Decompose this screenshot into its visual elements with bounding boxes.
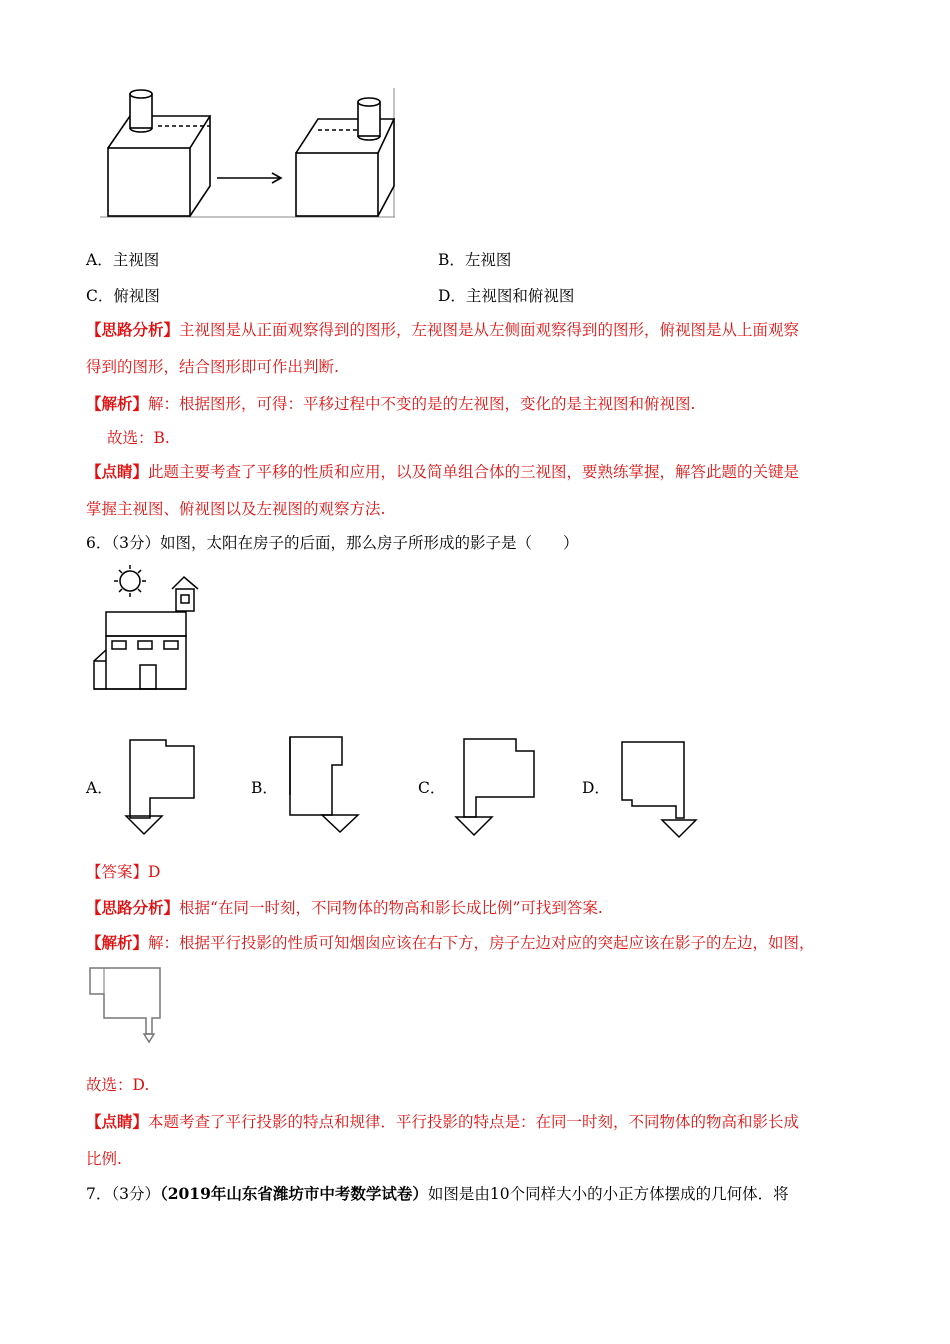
q6-comment-line2: 比例. — [86, 1150, 122, 1168]
cube-before — [108, 90, 210, 216]
q6-answer: 【答案】D — [86, 863, 161, 881]
house — [94, 577, 198, 689]
shadow-option-a — [126, 738, 196, 838]
q6-solution — [86, 933, 815, 953]
solution-tag: 【解析】 — [86, 394, 149, 413]
comment-tag: 【点睛】 — [86, 1112, 149, 1131]
q6-option-b-label: B． — [251, 779, 278, 797]
q6-option-a-label: A． — [86, 779, 113, 797]
q7-stem — [86, 1184, 789, 1204]
comment-text: 本题考查了平行投影的特点和规律．平行投影的特点是：在同一时刻，不同物体的物高和影长成 — [148, 1113, 800, 1131]
q7-text: 如图是由10个同样大小的小正方体摆成的几何体．将 — [427, 1185, 789, 1203]
cube-after — [296, 98, 394, 216]
house-figure — [90, 565, 205, 690]
comment-text: 此题主要考查了平移的性质和应用，以及简单组合体的三视图，要熟练掌握，解答此题的关键是 — [148, 463, 800, 481]
q5-comment-line2: 掌握主视图、俯视图以及左视图的观察方法. — [86, 500, 386, 518]
answer-shadow-figure — [88, 966, 168, 1046]
option-d: D．主视图和俯视图 — [438, 287, 575, 305]
arrow-right-icon — [217, 173, 281, 183]
q5-choice: 故选：B. — [107, 429, 170, 447]
q7-source: （2019年山东省潍坊市中考数学试卷） — [159, 1184, 428, 1203]
sun-icon — [114, 565, 146, 597]
q6-stem: 6．（3分）如图，太阳在房子的后面，那么房子所形成的影子是（ ） — [86, 534, 579, 552]
q6-comment-line1 — [86, 1112, 799, 1132]
shadow-option-c — [454, 737, 539, 837]
solution-tag: 【解析】 — [86, 933, 149, 952]
shadow-option-d — [620, 740, 700, 840]
q6-choice: 故选：D. — [86, 1076, 150, 1094]
q5-solution — [86, 394, 695, 414]
q5-analysis-line1 — [86, 320, 799, 340]
q6-analysis — [86, 898, 603, 918]
q5-comment-line1 — [86, 462, 799, 482]
analysis-tag: 【思路分析】 — [86, 320, 180, 339]
comment-tag: 【点睛】 — [86, 462, 149, 481]
q5-analysis-line2: 得到的图形，结合图形即可作出判断. — [86, 358, 339, 376]
solution-text: 解：根据图形，可得：平移过程中不变的是的左视图，变化的是主视图和俯视图. — [148, 395, 696, 413]
analysis-text: 主视图是从正面观察得到的图形，左视图是从左侧面观察得到的图形，俯视图是从上面观察 — [179, 321, 800, 339]
option-b: B．左视图 — [438, 251, 512, 269]
analysis-tag: 【思路分析】 — [86, 898, 180, 917]
q7-number: 7．（3分） — [86, 1185, 160, 1203]
option-a: A．主视图 — [86, 251, 160, 269]
option-c: C．俯视图 — [86, 287, 160, 305]
analysis-text: 根据“在同一时刻，不同物体的物高和影长成比例”可找到答案. — [179, 899, 603, 917]
q6-option-c-label: C． — [418, 779, 446, 797]
q6-option-d-label: D． — [582, 779, 610, 797]
translation-figure — [100, 86, 400, 221]
shadow-option-b — [288, 735, 363, 835]
solution-text: 解：根据平行投影的性质可知烟囱应该在右下方，房子左边对应的突起应该在影子的左边，如图， — [148, 934, 815, 952]
